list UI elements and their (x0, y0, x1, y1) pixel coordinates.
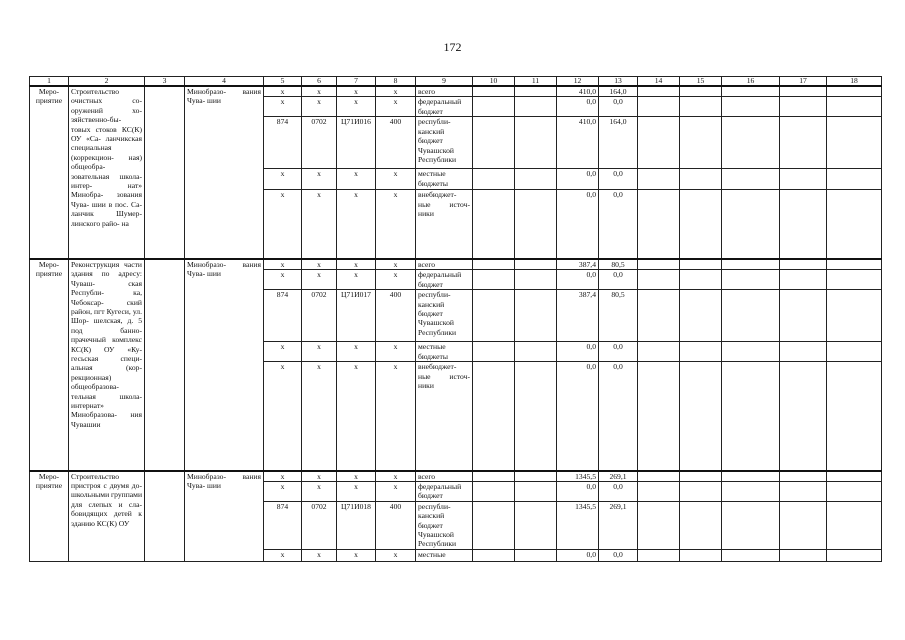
target-article-cell: x (337, 270, 376, 290)
empty-cell (722, 549, 780, 561)
column-number: 17 (780, 77, 827, 87)
empty-cell (515, 97, 557, 117)
value-cell: 0,0 (599, 342, 638, 362)
expense-type-cell: x (376, 342, 416, 362)
value-cell: 0,0 (557, 190, 599, 259)
empty-cell (515, 549, 557, 561)
target-article-cell: x (337, 549, 376, 561)
column-number: 11 (515, 77, 557, 87)
empty-cell (515, 482, 557, 502)
target-article-cell: Ц71И017 (337, 290, 376, 342)
grbs-code-cell: x (264, 471, 302, 482)
empty-cell (722, 86, 780, 97)
empty-cell (473, 471, 515, 482)
target-article-cell: x (337, 259, 376, 270)
column-number: 9 (416, 77, 473, 87)
empty-cell (638, 190, 680, 259)
empty-cell (827, 190, 882, 259)
grbs-code-cell: x (264, 362, 302, 471)
empty-cell (638, 169, 680, 190)
section-code-cell: x (302, 362, 337, 471)
column-number: 1 (30, 77, 69, 87)
value-cell: 410,0 (557, 86, 599, 97)
expense-type-cell: x (376, 362, 416, 471)
column-number: 6 (302, 77, 337, 87)
empty-cell (722, 290, 780, 342)
empty-cell (680, 117, 722, 169)
empty-cell (638, 471, 680, 482)
empty-cell (780, 549, 827, 561)
expense-type-cell: x (376, 270, 416, 290)
empty-cell (638, 270, 680, 290)
target-article-cell: x (337, 97, 376, 117)
empty-cell (473, 86, 515, 97)
empty-cell (473, 482, 515, 502)
empty-cell (473, 97, 515, 117)
grbs-code-cell: 874 (264, 290, 302, 342)
section-code-cell: x (302, 86, 337, 97)
empty-cell (680, 482, 722, 502)
value-cell: 0,0 (557, 169, 599, 190)
empty-cell (638, 117, 680, 169)
empty-cell (780, 290, 827, 342)
empty-cell (473, 190, 515, 259)
empty-cell (680, 471, 722, 482)
target-article-cell: Ц71И016 (337, 117, 376, 169)
empty-cell (827, 482, 882, 502)
empty-cell (515, 259, 557, 270)
expense-type-cell: x (376, 482, 416, 502)
empty-cell (780, 169, 827, 190)
empty-cell (638, 259, 680, 270)
empty-cell (680, 362, 722, 471)
funding-source-cell: местные (416, 549, 473, 561)
expense-type-cell: x (376, 471, 416, 482)
value-cell: 387,4 (557, 259, 599, 270)
empty-cell (638, 290, 680, 342)
empty-cell (680, 270, 722, 290)
empty-cell (827, 471, 882, 482)
grbs-code-cell: x (264, 190, 302, 259)
empty-cell (722, 169, 780, 190)
empty-cell (515, 342, 557, 362)
value-cell: 0,0 (599, 362, 638, 471)
empty-cell (680, 549, 722, 561)
empty-cell (145, 471, 185, 562)
section-code-cell: x (302, 482, 337, 502)
column-number: 3 (145, 77, 185, 87)
target-article-cell: x (337, 342, 376, 362)
empty-cell (473, 290, 515, 342)
value-cell: 164,0 (599, 86, 638, 97)
expense-type-cell: x (376, 549, 416, 561)
empty-cell (515, 117, 557, 169)
target-article-cell: Ц71И018 (337, 501, 376, 549)
empty-cell (827, 86, 882, 97)
column-number: 16 (722, 77, 780, 87)
empty-cell (473, 169, 515, 190)
empty-cell (680, 86, 722, 97)
header-row (30, 77, 882, 87)
value-cell: 269,1 (599, 501, 638, 549)
value-cell: 80,5 (599, 290, 638, 342)
empty-cell (145, 86, 185, 259)
value-cell: 164,0 (599, 117, 638, 169)
empty-cell (680, 501, 722, 549)
empty-cell (680, 290, 722, 342)
grbs-code-cell: x (264, 270, 302, 290)
expense-type-cell: x (376, 97, 416, 117)
empty-cell (722, 190, 780, 259)
empty-cell (515, 270, 557, 290)
grbs-code-cell: x (264, 482, 302, 502)
value-cell: 387,4 (557, 290, 599, 342)
expense-type-cell: x (376, 169, 416, 190)
funding-source-cell: республи- канский бюджет Чувашской Республики (416, 117, 473, 169)
target-article-cell: x (337, 362, 376, 471)
empty-cell (780, 342, 827, 362)
empty-cell (780, 482, 827, 502)
empty-cell (515, 86, 557, 97)
empty-cell (780, 270, 827, 290)
empty-cell (680, 169, 722, 190)
funding-source-cell: всего (416, 86, 473, 97)
funding-source-cell: местные бюджеты (416, 169, 473, 190)
empty-cell (780, 190, 827, 259)
section-code-cell: x (302, 169, 337, 190)
grbs-code-cell: x (264, 169, 302, 190)
empty-cell (145, 259, 185, 471)
empty-cell (827, 501, 882, 549)
value-cell: 0,0 (557, 97, 599, 117)
empty-cell (780, 117, 827, 169)
expense-type-cell: x (376, 259, 416, 270)
executor-cell: Минобразо- вания Чува- шии (185, 259, 264, 471)
empty-cell (722, 97, 780, 117)
grbs-code-cell: 874 (264, 117, 302, 169)
empty-cell (680, 342, 722, 362)
empty-cell (515, 290, 557, 342)
empty-cell (827, 259, 882, 270)
value-cell: 1345,5 (557, 501, 599, 549)
grbs-code-cell: x (264, 259, 302, 270)
empty-cell (680, 190, 722, 259)
executor-cell: Минобразо- вания Чува- шии (185, 86, 264, 259)
column-number: 14 (638, 77, 680, 87)
value-cell: 0,0 (599, 190, 638, 259)
empty-cell (515, 362, 557, 471)
empty-cell (515, 190, 557, 259)
value-cell: 410,0 (557, 117, 599, 169)
empty-cell (827, 342, 882, 362)
empty-cell (515, 501, 557, 549)
empty-cell (638, 501, 680, 549)
column-number: 13 (599, 77, 638, 87)
target-article-cell: x (337, 86, 376, 97)
empty-cell (722, 342, 780, 362)
empty-cell (473, 259, 515, 270)
empty-cell (780, 97, 827, 117)
empty-cell (827, 549, 882, 561)
funding-source-cell: федеральный бюджет (416, 482, 473, 502)
column-number: 18 (827, 77, 882, 87)
event-type-cell: Меро- приятие (30, 471, 69, 562)
grbs-code-cell: x (264, 549, 302, 561)
funding-source-cell: всего (416, 259, 473, 270)
event-name-cell: Реконструкция части здания по адресу: Чуваш- ская Республи- ка, Чебоксар- ский район, пгт Кугеси, ул. Шор- шелская, д. 5 под банно- прачечный комплекс КС(К) ОУ «Ку- гесьская специ- альная (кор- рекционная) общеобразова- тельная школа- интернат» Минобразова- ния Чувашии (69, 259, 145, 471)
value-cell: 0,0 (557, 482, 599, 502)
empty-cell (780, 259, 827, 270)
funding-source-cell: всего (416, 471, 473, 482)
column-number: 4 (185, 77, 264, 87)
value-cell: 1345,5 (557, 471, 599, 482)
section-code-cell: x (302, 190, 337, 259)
empty-cell (722, 117, 780, 169)
expense-type-cell: 400 (376, 117, 416, 169)
funding-source-cell: республи- канский бюджет Чувашской Республики (416, 501, 473, 549)
section-code-cell: 0702 (302, 290, 337, 342)
target-article-cell: x (337, 169, 376, 190)
empty-cell (473, 342, 515, 362)
value-cell: 0,0 (599, 169, 638, 190)
section-code-cell: x (302, 342, 337, 362)
funding-source-cell: внебюджет- ные источ- ники (416, 362, 473, 471)
empty-cell (680, 259, 722, 270)
section-code-cell: 0702 (302, 117, 337, 169)
empty-cell (473, 362, 515, 471)
empty-cell (638, 482, 680, 502)
value-cell: 0,0 (557, 270, 599, 290)
section-code-cell: x (302, 471, 337, 482)
target-article-cell: x (337, 482, 376, 502)
funding-source-cell: республи- канский бюджет Чувашской Республики (416, 290, 473, 342)
empty-cell (473, 549, 515, 561)
event-type-cell: Меро- приятие (30, 259, 69, 471)
empty-cell (827, 290, 882, 342)
empty-cell (827, 270, 882, 290)
empty-cell (780, 501, 827, 549)
empty-cell (638, 97, 680, 117)
value-cell: 269,1 (599, 471, 638, 482)
event-name-cell: Строительство пристроя с двумя до- школьными группами для слепых и сла- бовидящих детей к зданию КС(К) ОУ (69, 471, 145, 562)
event-name-cell: Строительство очистных со- оружений хо- зяйственно-бы- товых стоков КС(К) ОУ «Са- ланчикская специальная (коррекцион- ная) общеобра- зовательная школа-интер- нат» Минобра- зования Чува- шии в пос. Са- ланчик Шумер- линского райо- на (69, 86, 145, 259)
empty-cell (515, 169, 557, 190)
empty-cell (827, 362, 882, 471)
column-number: 8 (376, 77, 416, 87)
empty-cell (638, 342, 680, 362)
section-code-cell: 0702 (302, 501, 337, 549)
empty-cell (473, 270, 515, 290)
column-number: 15 (680, 77, 722, 87)
empty-cell (722, 482, 780, 502)
page-number: 172 (443, 40, 462, 54)
section-code-cell: x (302, 259, 337, 270)
expense-type-cell: x (376, 190, 416, 259)
expense-type-cell: 400 (376, 290, 416, 342)
value-cell: 0,0 (557, 549, 599, 561)
value-cell: 0,0 (557, 362, 599, 471)
empty-cell (722, 259, 780, 270)
grbs-code-cell: x (264, 97, 302, 117)
grbs-code-cell: x (264, 342, 302, 362)
target-article-cell: x (337, 471, 376, 482)
funding-source-cell: федеральный бюджет (416, 270, 473, 290)
empty-cell (638, 549, 680, 561)
empty-cell (780, 471, 827, 482)
column-number: 12 (557, 77, 599, 87)
value-cell: 0,0 (599, 270, 638, 290)
empty-cell (827, 117, 882, 169)
grbs-code-cell: 874 (264, 501, 302, 549)
empty-cell (722, 501, 780, 549)
empty-cell (638, 362, 680, 471)
section-code-cell: x (302, 97, 337, 117)
funding-source-cell: местные бюджеты (416, 342, 473, 362)
empty-cell (515, 471, 557, 482)
grbs-code-cell: x (264, 86, 302, 97)
section-code-cell: x (302, 549, 337, 561)
expense-type-cell: x (376, 86, 416, 97)
funding-source-cell: внебюджет- ные источ- ники (416, 190, 473, 259)
empty-cell (473, 501, 515, 549)
expense-type-cell: 400 (376, 501, 416, 549)
column-number: 7 (337, 77, 376, 87)
value-cell: 0,0 (557, 342, 599, 362)
funding-source-cell: федеральный бюджет (416, 97, 473, 117)
empty-cell (722, 270, 780, 290)
empty-cell (827, 169, 882, 190)
empty-cell (722, 471, 780, 482)
value-cell: 0,0 (599, 97, 638, 117)
empty-cell (638, 86, 680, 97)
column-number: 5 (264, 77, 302, 87)
table-row (30, 86, 882, 97)
value-cell: 0,0 (599, 482, 638, 502)
budget-table (29, 76, 882, 562)
target-article-cell: x (337, 190, 376, 259)
column-number: 10 (473, 77, 515, 87)
section-code-cell: x (302, 270, 337, 290)
event-type-cell: Меро- приятие (30, 86, 69, 259)
empty-cell (473, 117, 515, 169)
value-cell: 0,0 (599, 549, 638, 561)
value-cell: 80,5 (599, 259, 638, 270)
executor-cell: Минобразо- вания Чува- шии (185, 471, 264, 562)
column-number: 2 (69, 77, 145, 87)
empty-cell (722, 362, 780, 471)
table-row (30, 259, 882, 270)
empty-cell (780, 86, 827, 97)
empty-cell (827, 97, 882, 117)
empty-cell (680, 97, 722, 117)
table-row (30, 471, 882, 482)
empty-cell (780, 362, 827, 471)
